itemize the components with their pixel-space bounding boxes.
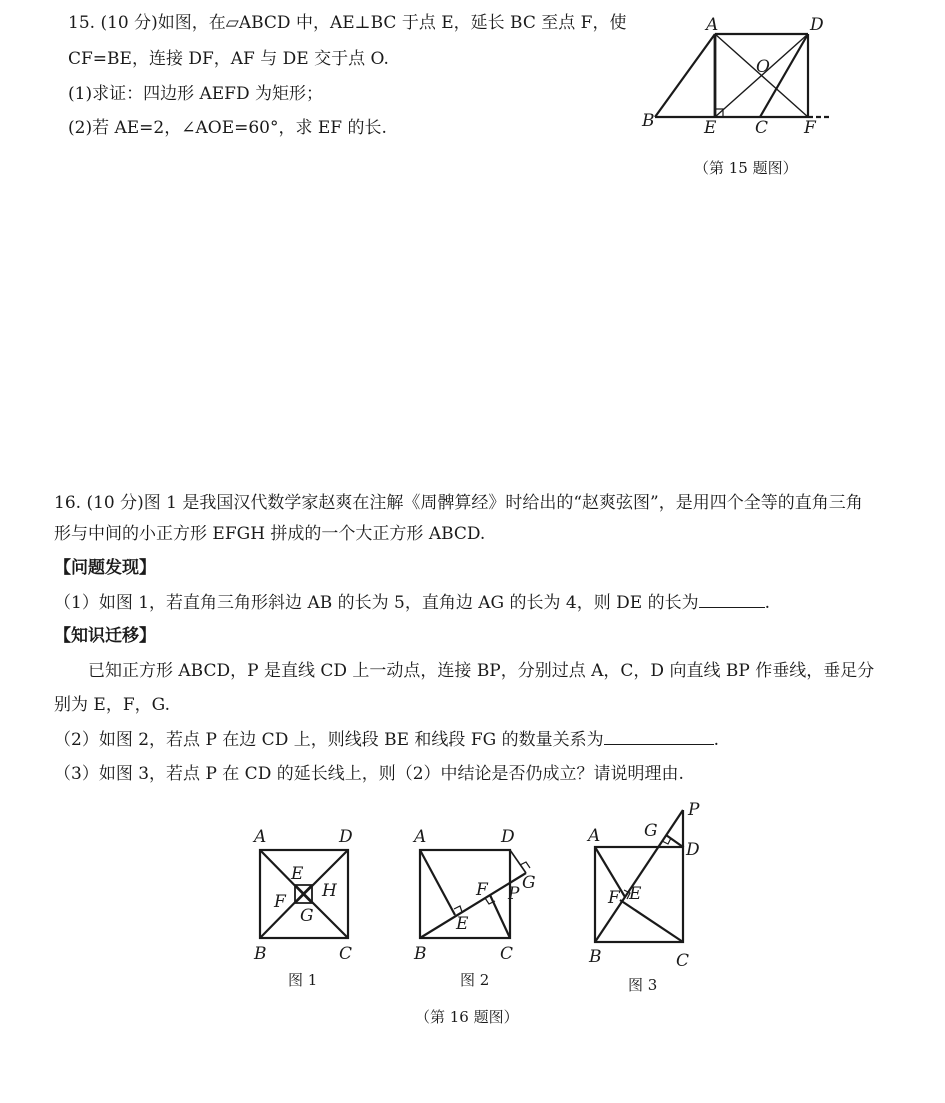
fig3-line-BP [595, 810, 683, 942]
q16-figure-1 [250, 825, 365, 965]
fig1-caption: 图 1 [288, 971, 318, 989]
q16-figure-1-svg [250, 825, 365, 965]
q16-figure-2 [410, 825, 545, 965]
q16-answer-blank-1[interactable] [699, 591, 765, 608]
fig1-label-B: B [254, 944, 267, 964]
q15-figure [640, 14, 840, 138]
q16-item1-text: （1）如图 1，若直角三角形斜边 AB 的长为 5，直角边 AG 的长为 4，则 DE 的长为 [54, 593, 699, 613]
q16-para1: 已知正方形 ABCD，P 是直线 CD 上一动点，连接 BP，分别过点 A，C，D 向直线 BP 作垂线，垂足分 [88, 661, 875, 681]
q16-figure-caption: （第 16 题图） [415, 1008, 519, 1026]
q15-line1: 15. (10 分)如图，在▱ABCD 中，AE⊥BC 于点 E，延长 BC 至点 F，使 [68, 13, 627, 33]
q15-label-C: C [755, 118, 769, 138]
fig2-segment-DG [510, 850, 526, 873]
fig3-label-A: A [588, 826, 601, 846]
fig2-segment-AE [420, 850, 455, 915]
fig3-label-D: D [686, 840, 700, 860]
q16-item2-text: （2）如图 2，若点 P 在边 CD 上，则线段 BE 和线段 FG 的数量关系为 [54, 730, 604, 750]
fig3-label-B: B [589, 947, 602, 967]
fig2-label-D: D [501, 827, 515, 847]
q16-figure-3-svg [580, 795, 720, 975]
fig3-label-F: F [608, 888, 620, 908]
q16-heading-problem-discovery: 【问题发现】 [54, 558, 156, 578]
fig1-label-D: D [339, 827, 353, 847]
q15-label-B: B [642, 111, 655, 131]
q15-label-E: E [704, 118, 717, 138]
fig1-label-A: A [254, 827, 267, 847]
fig3-caption: 图 3 [628, 976, 658, 994]
q15-label-D: D [810, 15, 824, 35]
q16-item1 [54, 591, 770, 614]
fig1-label-H: H [322, 881, 337, 901]
q15-line2: CF=BE，连接 DF，AF 与 DE 交于点 O. [68, 49, 389, 69]
q16-figure-2-svg [410, 825, 545, 965]
fig2-right-angle-E [454, 906, 462, 912]
fig3-segment-CF [620, 900, 683, 942]
q15-segment-AB [655, 34, 715, 117]
fig3-label-P: P [688, 800, 700, 820]
fig3-label-E: E [629, 884, 642, 904]
fig2-label-G: G [522, 873, 536, 893]
q16-para2: 别为 E，F，G. [54, 695, 170, 715]
q15-figure-caption: （第 15 题图） [694, 159, 798, 177]
fig3-label-C: C [676, 951, 690, 971]
q15-part1: (1)求证：四边形 AEFD 为矩形； [68, 84, 323, 104]
fig2-label-A: A [414, 827, 427, 847]
fig2-label-P: P [508, 884, 520, 904]
fig2-label-F: F [476, 880, 488, 900]
q15-label-O: O [756, 57, 770, 77]
fig2-label-B: B [414, 944, 427, 964]
q16-item2-period: . [713, 730, 720, 750]
q16-heading-knowledge-transfer: 【知识迁移】 [54, 626, 156, 646]
fig1-label-F: F [274, 892, 286, 912]
fig3-label-G: G [644, 821, 658, 841]
q16-line1: 16. (10 分)图 1 是我国汉代数学家赵爽在注解《周髀算经》时给出的“赵爽弦图”，是用四个全等的直角三角 [54, 493, 863, 513]
q16-figure-3 [580, 795, 720, 975]
q16-item2 [54, 728, 719, 751]
q16-item1-period: . [764, 593, 770, 613]
q15-label-A: A [706, 15, 719, 35]
q15-part2: (2)若 AE=2，∠AOE=60°，求 EF 的长. [68, 118, 387, 138]
q16-line2: 形与中间的小正方形 EFGH 拼成的一个大正方形 ABCD. [54, 524, 486, 544]
fig2-label-C: C [500, 944, 514, 964]
fig1-label-C: C [339, 944, 353, 964]
fig1-label-E: E [291, 864, 304, 884]
q15-figure-svg [640, 14, 840, 138]
fig2-caption: 图 2 [460, 971, 490, 989]
q16-item3: （3）如图 3，若点 P 在 CD 的延长线上，则（2）中结论是否仍成立？请说明理由. [54, 764, 684, 784]
fig2-label-E: E [456, 914, 469, 934]
fig3-segment-DG [666, 835, 683, 847]
q15-label-F: F [804, 118, 816, 138]
q16-answer-blank-2[interactable] [604, 728, 714, 745]
fig1-label-G: G [300, 906, 314, 926]
